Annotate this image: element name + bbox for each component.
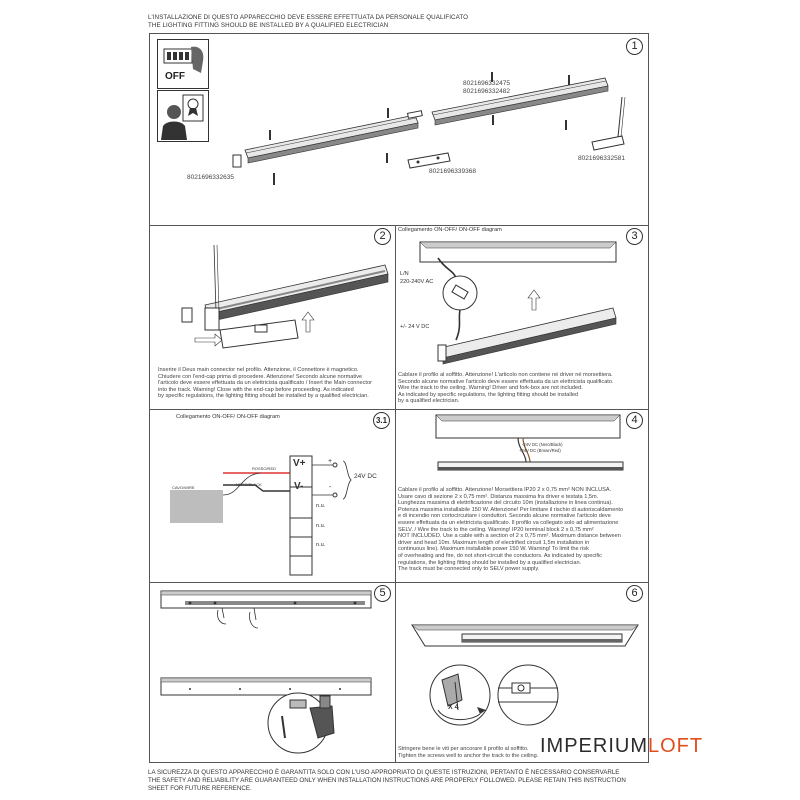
terminal-not-used: n.u. (316, 542, 326, 548)
divider (149, 225, 649, 226)
track-mounting-diagram (160, 588, 375, 758)
step-6-caption: Stringere bene le viti per ancorare il profilo al soffitto. Tighten the screws well to anchor the track to the ceiling. (398, 746, 539, 759)
track-assembly-diagram (160, 45, 630, 225)
footer-line: SHEET FOR FUTURE REFERENCE. (148, 785, 252, 792)
red-wire-label: ROSSO/RED (252, 466, 277, 471)
header (148, 14, 468, 30)
product-code: 8021696339368 (429, 168, 476, 175)
step-number-6: 6 (626, 585, 643, 602)
plus-sign: + (328, 458, 333, 465)
minus-sign: - (329, 484, 332, 491)
screw-fixing-diagram (400, 610, 640, 735)
ceiling-wiring-diagram (398, 240, 643, 370)
dc-black-label: -24V DC (Nero/Black) (522, 442, 563, 447)
header-warning-en: THE LIGHTING FITTING SHOULD BE INSTALLED BY A QUALIFIED ELECTRICIAN (148, 22, 389, 29)
ln-label: L/N (400, 271, 409, 277)
footer (148, 769, 658, 793)
footer-line: THE SAFETY AND RELIABILITY ARE GUARANTEED ONLY WHEN INSTALLATION INSTRUCTIONS ARE PROPERLY FOLLOWED. PLEASE RETAIN THIS INSTRUCTION (148, 777, 626, 784)
main-connector-diagram (160, 240, 390, 360)
product-code: 8021696332482 (463, 88, 510, 95)
step-number-1: 1 (626, 38, 643, 55)
divider (395, 225, 396, 763)
product-code: 8021696332581 (578, 155, 625, 162)
step-number-5: 5 (374, 585, 391, 602)
dc-voltage-label: +/- 24 V DC (400, 324, 430, 330)
cable-label: CAVO/WIRE (172, 485, 195, 490)
terminal-not-used: n.u. (316, 523, 326, 529)
ac-voltage-label: 220-240V AC (400, 279, 434, 285)
step-3-title: Collegamento ON-OFF/ ON-OFF diagram (398, 227, 502, 233)
off-label: OFF (165, 71, 185, 82)
divider (149, 582, 649, 583)
step-2-caption: Inserire il Deus main connector nel profilo. Attenzione, il Connettore è magnetico. Chiudere con l'end-cap prima di procedere. Attenzione! Secondo alcune normative l'articolo deve essere effettuata da un elettricista qualificato / Insert the Main connector into the track. Warning! Close with the end-cap before proceeding. As indicated by specific regulations, the lighting fitting should be installed by a qualified electrician. (158, 367, 372, 400)
black-wire-label: NERO/BLACK (236, 482, 262, 487)
step-number-3-1: 3.1 (373, 412, 390, 429)
dc-brown-label: +24V DC (Brown/Red) (519, 448, 561, 453)
step-number-2: 2 (374, 228, 391, 245)
product-code: 8021696332635 (187, 174, 234, 181)
terminal-wiring-diagram (165, 445, 395, 575)
screw-count-label: X 4 (448, 704, 459, 711)
header-warning-it: L'INSTALLAZIONE DI QUESTO APPARECCHIO DEVE ESSERE EFFETTUATA DA PERSONALE QUALIFICATO (148, 14, 469, 21)
terminal-not-used: n.u. (316, 503, 326, 509)
brand-watermark: IMPERIUMLOFT (540, 735, 704, 757)
step-number-3: 3 (626, 228, 643, 245)
footer-line: LA SICUREZZA DI QUESTO APPARECCHIO È GARANTITA SOLO CON L'USO APPROPRIATO DI QUESTE ISTRUZIONI, PERTANTO È NECESSARIO CONSERVARLE (148, 769, 620, 776)
step-4-caption: Cablare il profilo al soffitto. Attenzione! Morsettiera IP20 2 x 0,75 mm² NON INCLUSA. Usare cavo di sezione 2 x 0,75 mm². Distanza massima fra driver e testata 1,5m. Lunghezza massima di elettrificazione del circuito 10m (installazione in linea continua). Potenza massima installabile 150 W. Attenzione! Per limitare il rischio di autoriscaldamento e di incendio non cortocircuitare i conduttori. Secondo alcune normative l'articolo deve essere effettuata da un elettricista qualificato. Il profilo va collegato solo ad alimentazione SELV. / Wire the track to the ceiling. Warning! IP20 terminal block 2 x 0,75 mm² NOT INCLUDED. Use a cable with a section of 2 x 0,75 mm². Maximum distance between driver and head 10m. Maximum length of electrified circuit 1,5m installation in continuous line). Maximum installable power 150 W. Warning! To limit the risk of overheating and fire, do not short-circuit the conductors. As indicated by specific regulations, the lighting fitting should be installed by a qualified electrician. The track must be connected only to SELV power supply. (398, 487, 624, 573)
voltage-label: 24V DC (354, 473, 377, 480)
terminal-v-minus: V- (294, 481, 304, 492)
step-3-caption: Cablare il profilo al soffitto. Attenzione! L'articolo non contiene né driver né morsettiera. Secondo alcune normative l'articolo deve essere effettuata da un elettricista qualificato. Wire the track to the ceiling. Warning! Driver and fork-box are not included. As indicated by specific regulations, the lighting fitting should be installed by a qualified electrician. (398, 372, 614, 405)
step-number-4: 4 (626, 412, 643, 429)
divider (149, 409, 649, 410)
terminal-v-plus: V+ (293, 458, 306, 469)
step-3-1-title: Collegamento ON-OFF/ ON-OFF diagram (176, 414, 280, 420)
product-code: 8021696332475 (463, 80, 510, 87)
